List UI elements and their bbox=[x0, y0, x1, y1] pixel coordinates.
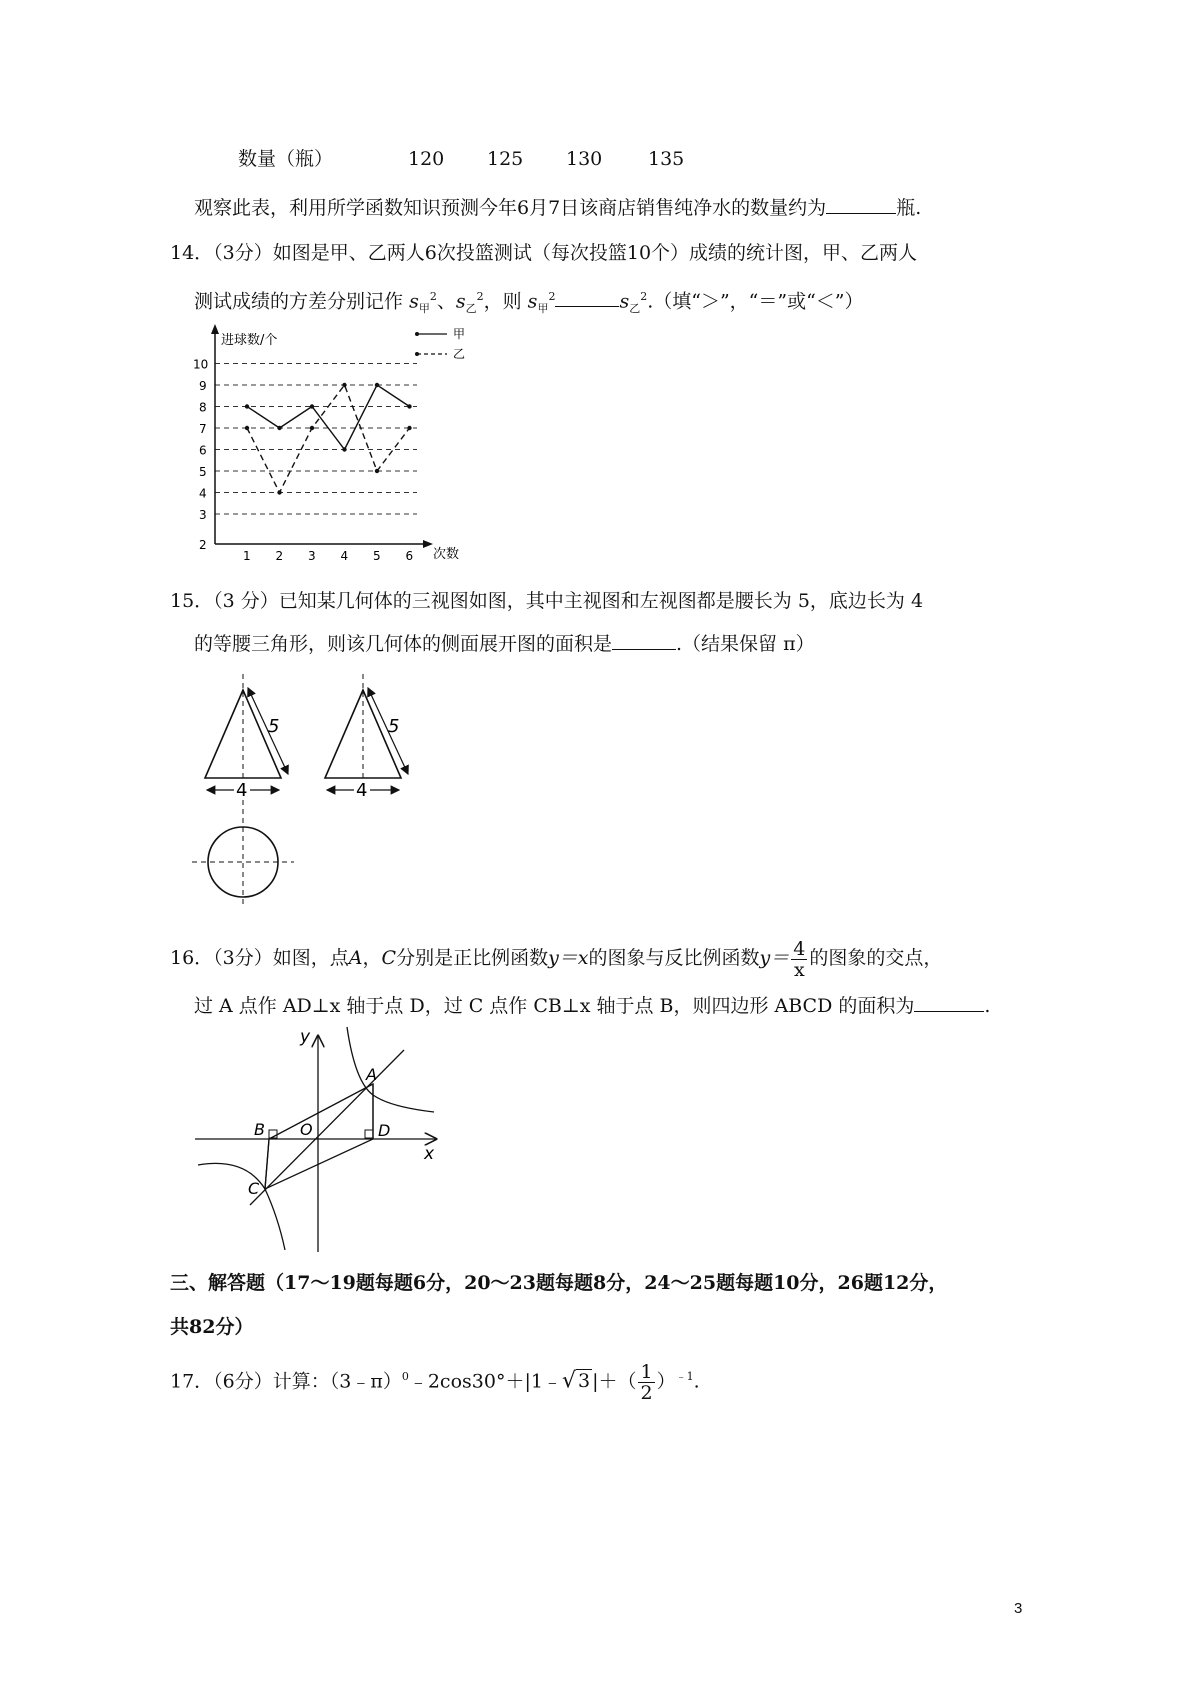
answer-blank bbox=[612, 631, 676, 650]
data-point bbox=[407, 426, 411, 430]
x-axis-arrow bbox=[423, 540, 433, 548]
slant-label: 5 bbox=[268, 716, 280, 737]
y-axis-label: 进球数/个 bbox=[221, 333, 278, 348]
data-point bbox=[245, 426, 249, 430]
question-16-line2: 过 A 点作 AD⊥x 轴于点 D，过 C 点作 CB⊥x 轴于点 B，则四边形 ABCD 的面积为 . bbox=[194, 995, 991, 1017]
answer-blank bbox=[914, 993, 984, 1012]
x-tick-label: 6 bbox=[405, 549, 414, 563]
data-point bbox=[277, 426, 281, 430]
y-tick-label: 7 bbox=[199, 422, 207, 436]
hyperbola-branch-q1 bbox=[347, 1027, 434, 1112]
legend-label-yi: 乙 bbox=[453, 347, 466, 361]
point-label-c: C bbox=[248, 1179, 260, 1198]
series-line-yi bbox=[247, 385, 410, 493]
base-label: 4 bbox=[236, 780, 248, 801]
section-3-heading-line2: 共82分） bbox=[170, 1316, 254, 1338]
question-15-line1: 15．（3 分）已知某几何体的三视图如图，其中主视图和左视图都是腰长为 5，底边长为 4 bbox=[170, 590, 924, 612]
right-angle-d bbox=[365, 1130, 373, 1138]
page-number: 3 bbox=[1014, 1600, 1023, 1617]
question-14-line2: 测试成绩的方差分别记作 $s_甲^2$、$s_乙^2$，则 $s_甲^2$ $s_乙^2$.（填“＞”，“＝”或“＜”） bbox=[194, 290, 864, 316]
y-tick-label: 10 bbox=[193, 357, 209, 372]
question-15-line2: 的等腰三角形，则该几何体的侧面展开图的面积是 .（结果保留 π） bbox=[194, 633, 815, 655]
y-tick-label: 3 bbox=[199, 508, 207, 522]
section-3-heading-line1: 三、解答题（17～19题每题6分，20～23题每题8分，24～25题每题10分，26题12分， bbox=[170, 1272, 948, 1294]
y-tick-label: 9 bbox=[199, 379, 207, 393]
table-cell: 135 bbox=[648, 148, 685, 170]
question-17: 17．（6分）计算：（3﹣π）$^0$﹣2cos30°＋|1﹣√ 3 |＋（ $\frac{1}{2}$ ）$^{﹣1}$. bbox=[170, 1360, 700, 1404]
y-tick-label: 6 bbox=[199, 443, 207, 458]
hyperbola-branch-q3 bbox=[198, 1163, 285, 1250]
x-tick-label: 4 bbox=[340, 549, 349, 563]
question-16-line1: 16．（3分）如图，点A，C分别是正比例函数y＝x的图象与反比例函数y＝ $\frac{4}{x}$ 的图象的交点， bbox=[170, 937, 943, 981]
question-14-line1: 14．（3分）如图是甲、乙两人6次投篮测试（每次投篮10个）成绩的统计图，甲、乙两人 bbox=[170, 242, 918, 264]
front-view bbox=[205, 674, 288, 907]
segment-cb bbox=[265, 1139, 269, 1189]
y-axis-label: y bbox=[300, 1027, 311, 1047]
series-line-jia bbox=[247, 385, 410, 450]
x-tick-label: 2 bbox=[275, 549, 284, 563]
question-13-tail: 观察此表，利用所学函数知识预测今年6月7日该商店销售纯净水的数量约为 瓶. bbox=[194, 197, 922, 219]
base-label: 4 bbox=[356, 780, 368, 801]
table-cell: 125 bbox=[487, 148, 524, 170]
data-point bbox=[342, 383, 346, 387]
legend-label-jia: 甲 bbox=[453, 327, 466, 341]
legend-dashed-dot bbox=[415, 352, 419, 356]
y-tick-label: 5 bbox=[199, 465, 207, 479]
y-tick-label: 2 bbox=[199, 538, 207, 552]
y-axis-arrow bbox=[211, 324, 219, 334]
sqrt-symbol: √ bbox=[561, 1368, 576, 1394]
table-cell: 130 bbox=[566, 148, 603, 170]
chart-grid bbox=[215, 364, 417, 515]
point-label-b: B bbox=[254, 1120, 265, 1139]
x-tick-label: 1 bbox=[243, 549, 251, 563]
y-tick-label: 4 bbox=[199, 486, 207, 501]
data-point bbox=[375, 383, 379, 387]
y-tick-labels bbox=[193, 358, 208, 553]
table-row-label: 数量（瓶） bbox=[238, 148, 334, 170]
left-view bbox=[325, 674, 408, 801]
data-point bbox=[342, 447, 346, 451]
x-tick-label: 3 bbox=[308, 549, 316, 563]
x-axis-label: 次数 bbox=[433, 547, 460, 562]
answer-blank bbox=[826, 195, 896, 214]
data-point bbox=[375, 469, 379, 473]
series-lines bbox=[245, 383, 412, 495]
function-graph bbox=[190, 1022, 450, 1254]
fraction-1-over-2: $\frac{1}{2}$ bbox=[640, 1360, 653, 1404]
y-tick-label: 8 bbox=[199, 400, 207, 415]
x-tick-labels bbox=[243, 549, 413, 563]
slant-label: 5 bbox=[388, 716, 400, 737]
point-label-o: O bbox=[300, 1120, 313, 1139]
data-point bbox=[310, 426, 314, 430]
data-point bbox=[245, 404, 249, 408]
x-tick-label: 5 bbox=[373, 549, 381, 563]
answer-blank bbox=[555, 288, 619, 307]
score-line-chart bbox=[185, 322, 485, 567]
table-cell: 120 bbox=[408, 148, 445, 170]
x-axis-label: x bbox=[424, 1144, 435, 1164]
point-label-d: D bbox=[378, 1121, 391, 1140]
legend-solid-dot bbox=[415, 332, 419, 336]
chart-legend bbox=[415, 327, 465, 361]
data-point bbox=[407, 404, 411, 408]
data-point bbox=[277, 490, 281, 494]
three-views-diagram bbox=[180, 672, 450, 912]
point-label-a: A bbox=[366, 1065, 377, 1084]
data-point bbox=[310, 404, 314, 408]
fraction-4-over-x: $\frac{4}{x}$ bbox=[793, 937, 806, 981]
